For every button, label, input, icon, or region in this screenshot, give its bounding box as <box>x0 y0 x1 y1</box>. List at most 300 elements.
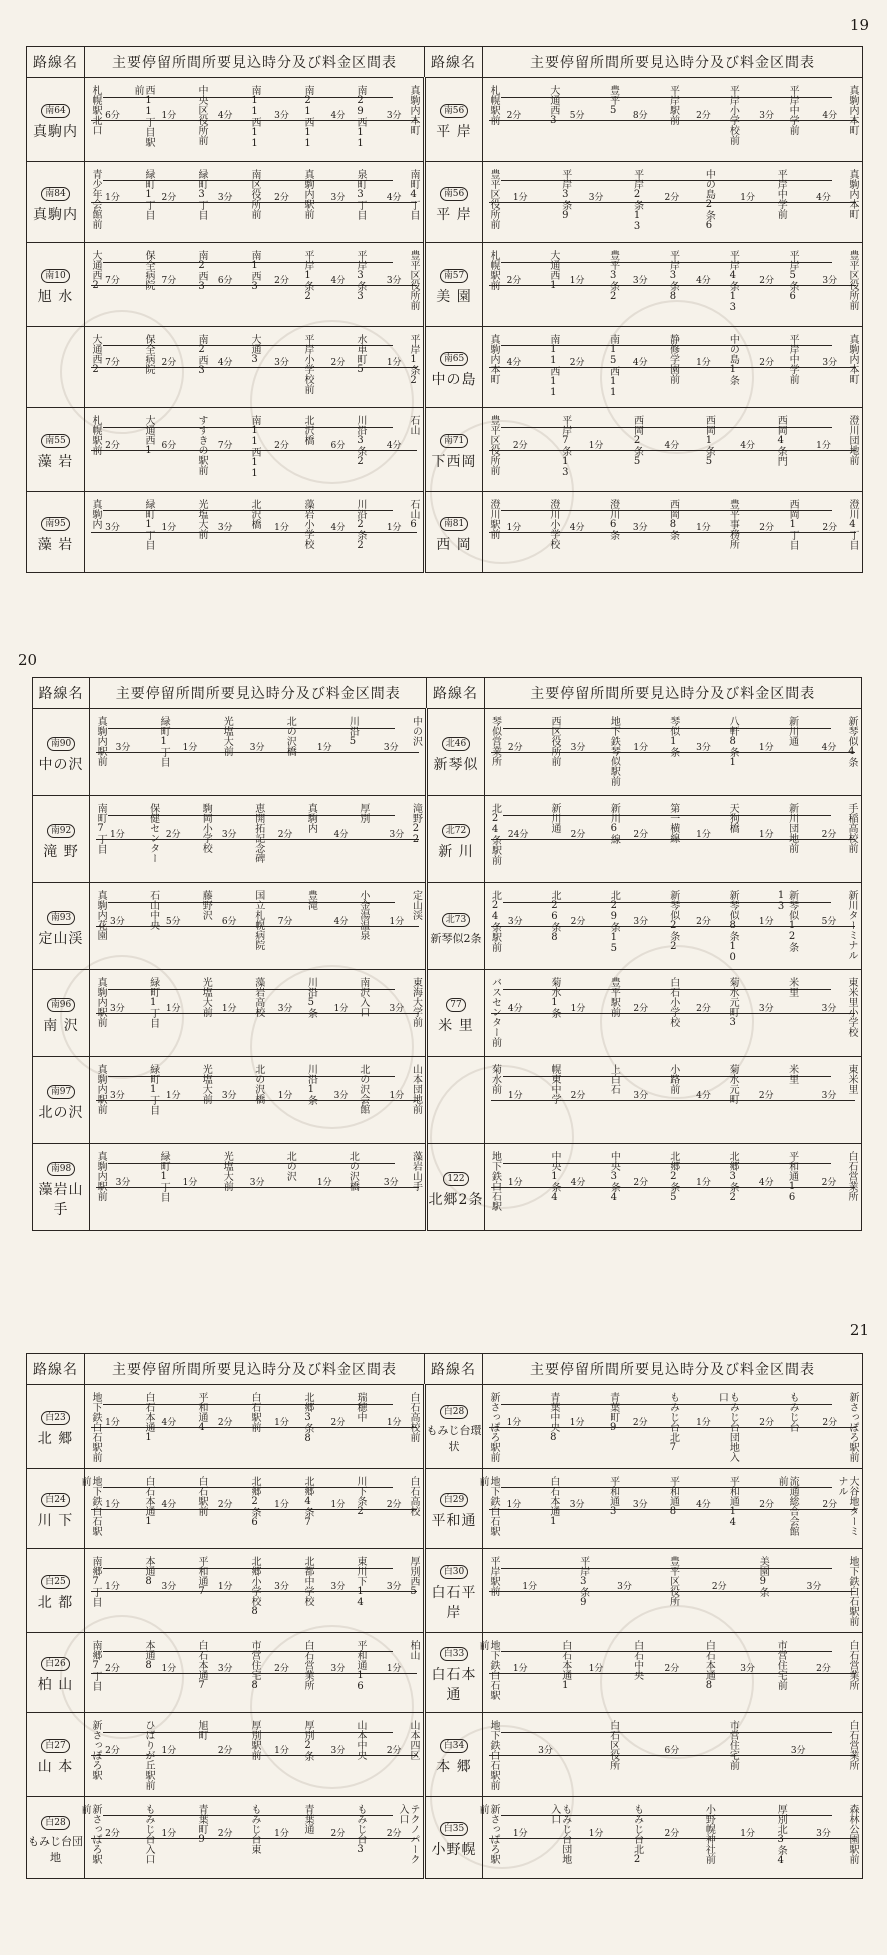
travel-time: 2分 <box>664 193 680 203</box>
station-name: 北沢橋 <box>249 498 260 529</box>
station-name: 青葉通 <box>302 1803 313 1834</box>
station-name: 大通西2 <box>90 249 101 291</box>
table-header-row <box>27 47 863 78</box>
route-code: 北72 <box>442 824 470 838</box>
route-label-cell <box>425 492 483 573</box>
travel-time: 1分 <box>274 1417 289 1428</box>
route-diagram <box>90 797 425 882</box>
travel-time: 3分 <box>821 1091 837 1101</box>
route-label-cell <box>425 1469 483 1549</box>
travel-time: 1分 <box>588 1828 604 1839</box>
stations-cell <box>477 1633 863 1713</box>
station-name: 本通8 <box>143 1639 154 1671</box>
station-name: 北郷2条6 <box>249 1475 260 1528</box>
travel-time: 1分 <box>277 1091 293 1101</box>
travel-time: 4分 <box>333 830 349 840</box>
travel-time: 1分 <box>330 1499 346 1510</box>
route-label-cell <box>427 1057 484 1144</box>
route-diagram <box>483 409 862 491</box>
route-label-cell <box>425 1549 483 1633</box>
route-diagram <box>79 1798 423 1878</box>
stations-cell <box>85 162 425 243</box>
station-name: 新川通 <box>786 715 798 746</box>
station-name: 新さっぽろ駅前 <box>846 1391 858 1462</box>
travel-time: 1分 <box>512 1828 528 1839</box>
station-name: 森林公園駅前 <box>846 1803 858 1864</box>
station-name: 平岸1条2 <box>408 333 419 386</box>
travel-time: 3分 <box>105 523 120 533</box>
station-name: 恵開拓記念碑 <box>252 802 264 863</box>
travel-time: 2分 <box>758 1091 774 1101</box>
table-column-header: 主要停留所間所要見込時分及び料金区間表 <box>483 47 863 78</box>
travel-time: 2分 <box>633 830 649 840</box>
station-name: 琴似営業所 <box>489 715 501 766</box>
station-name: 平和通14 <box>727 1475 739 1528</box>
route-column-header: 路線名 <box>33 678 90 709</box>
travel-time: 3分 <box>617 1581 632 1592</box>
travel-time: 6分 <box>221 917 237 927</box>
station-name: 西岡2条5 <box>631 414 643 467</box>
route-label-cell <box>27 162 85 243</box>
travel-time: 4分 <box>330 523 346 533</box>
stations-cell <box>79 1797 425 1879</box>
route-diagram <box>483 1550 862 1632</box>
route-column-header: 路線名 <box>27 47 85 78</box>
travel-time: 4分 <box>161 1417 177 1428</box>
travel-time: 2分 <box>664 1663 680 1674</box>
station-name: すすきの駅前 <box>196 414 207 475</box>
stations-cell <box>90 970 427 1057</box>
stations-cell <box>85 1713 425 1797</box>
station-name: 厚別2条 <box>302 1719 313 1761</box>
travel-time: 2分 <box>821 1178 837 1188</box>
route-label-cell <box>427 970 484 1057</box>
travel-time: 2分 <box>274 193 289 203</box>
route-code: 白25 <box>41 1575 69 1589</box>
travel-time: 3分 <box>507 917 523 927</box>
travel-time: 1分 <box>165 1004 181 1014</box>
station-name: 市営住宅前 <box>727 1719 739 1770</box>
station-name: 柏山 <box>408 1639 419 1660</box>
travel-time: 3分 <box>790 1745 806 1756</box>
station-name: 南2西3 <box>196 249 207 292</box>
route-row <box>33 1144 862 1231</box>
station-name: 厚別西5 <box>408 1555 419 1597</box>
travel-time: 1分 <box>105 1499 120 1510</box>
station-name: 川沿5条 <box>305 976 317 1018</box>
station-name: 第一横線 <box>667 802 679 843</box>
travel-time: 4分 <box>664 440 680 451</box>
travel-time: 2分 <box>330 358 346 368</box>
station-name: 平岸中学前 <box>787 84 799 135</box>
station-name: 小金湯温泉 <box>357 889 369 940</box>
station-name: 真駒内本町 <box>846 84 858 135</box>
station-name: 西11丁目駅前 <box>132 84 154 147</box>
travel-time: 1分 <box>105 1581 120 1592</box>
travel-time: 2分 <box>633 1178 649 1188</box>
route-diagram <box>485 971 861 1056</box>
travel-time: 1分 <box>161 110 177 121</box>
station-name: 小路前 <box>667 1063 679 1094</box>
travel-time: 1分 <box>161 523 177 533</box>
travel-time: 1分 <box>386 523 402 533</box>
table-column-header: 主要停留所間所要見込時分及び料金区間表 <box>483 1354 863 1385</box>
station-name: 北郷4条7 <box>302 1475 313 1528</box>
travel-time: 1分 <box>161 1663 177 1674</box>
route-code: 南90 <box>47 737 75 751</box>
travel-time: 2分 <box>664 1828 680 1839</box>
route-name: 川 下 <box>37 1513 74 1529</box>
route-label-cell <box>33 796 90 883</box>
station-name: 北沢橋 <box>302 414 313 445</box>
station-name: 真駒内本町 <box>846 168 858 219</box>
stations-cell <box>85 327 425 408</box>
station-name: 白石営業所 <box>845 1150 857 1201</box>
station-name: もみじ台団地入口 <box>548 1803 571 1864</box>
station-name: 川下条2 <box>355 1475 366 1517</box>
travel-time: 2分 <box>759 1417 774 1428</box>
station-name: 豊平区役所前 <box>408 249 419 310</box>
route-label-cell <box>27 492 85 573</box>
route-name: 北 郷 <box>37 1431 74 1447</box>
travel-time: 1分 <box>758 743 774 753</box>
route-name: 平和通 <box>431 1513 477 1529</box>
station-name: 平岸3条9 <box>559 168 571 221</box>
route-row <box>27 327 863 408</box>
travel-time: 4分 <box>821 743 837 753</box>
stations-cell <box>90 796 427 883</box>
station-name: 北26条8 <box>548 889 560 943</box>
station-name: 白石高校前 <box>408 1391 419 1442</box>
stations-cell <box>85 408 425 492</box>
station-name: 平岸中学前 <box>775 168 787 219</box>
route-label-cell <box>27 1469 85 1549</box>
station-name: 川沿2条2 <box>355 498 366 551</box>
station-name: 菊水1条 <box>548 976 560 1018</box>
station-name: 静修学園前 <box>667 333 679 384</box>
station-name: 新川団地前 <box>786 802 798 853</box>
route-name: 山 本 <box>37 1759 74 1775</box>
station-name: 国立札幌病院 <box>252 889 264 950</box>
travel-time: 2分 <box>161 358 177 368</box>
station-name: 緑町1丁目 <box>158 1150 170 1202</box>
travel-time: 1分 <box>274 523 289 533</box>
station-name: 南11西11 <box>249 414 260 479</box>
station-name: 新さっぽろ駅 <box>90 1719 101 1780</box>
route-row <box>33 796 862 883</box>
route-diagram <box>483 493 862 572</box>
travel-time: 4分 <box>696 1499 711 1510</box>
travel-time: 2分 <box>822 523 838 533</box>
route-code: 北73 <box>442 913 470 927</box>
timetable-page <box>0 1305 887 1955</box>
route-diagram <box>483 1714 862 1796</box>
station-name: 保全病院 <box>143 249 154 290</box>
route-label-cell <box>33 883 90 970</box>
table-column-header: 主要停留所間所要見込時分及び料金区間表 <box>90 678 427 709</box>
route-name: 西 岡 <box>436 536 472 553</box>
travel-time: 4分 <box>330 110 346 121</box>
travel-time: 3分 <box>821 1004 837 1014</box>
station-name: 光塩大前 <box>221 1150 233 1191</box>
travel-time: 4分 <box>333 917 349 927</box>
station-name: 地下鉄白石駅 <box>489 1150 501 1211</box>
travel-time: 1分 <box>506 1499 522 1510</box>
route-diagram <box>483 328 862 407</box>
route-label-cell <box>425 243 483 327</box>
travel-time: 2分 <box>821 830 837 840</box>
table-column-header: 主要停留所間所要見込時分及び料金区間表 <box>85 1354 425 1385</box>
travel-time: 3分 <box>569 1499 585 1510</box>
stations-cell <box>477 1797 863 1879</box>
travel-time: 3分 <box>633 1091 649 1101</box>
travel-time: 1分 <box>389 917 405 927</box>
route-name: 藻岩山手 <box>38 1181 84 1218</box>
station-name: 泉町3丁目 <box>355 168 366 220</box>
stations-cell <box>484 1057 861 1144</box>
route-table <box>26 46 863 573</box>
route-diagram <box>485 710 861 795</box>
travel-time: 8分 <box>632 110 648 121</box>
station-name: 白石中央 <box>631 1639 643 1680</box>
travel-time: 2分 <box>217 1499 233 1510</box>
route-code: 白27 <box>41 1739 69 1753</box>
travel-time: 2分 <box>105 1828 120 1839</box>
route-code: 122 <box>443 1172 468 1186</box>
route-code: 南10 <box>41 269 69 283</box>
travel-time: 2分 <box>386 1499 402 1510</box>
travel-time: 4分 <box>696 275 711 286</box>
station-name: 平岸2条13 <box>631 168 643 232</box>
route-name: 真駒内 <box>33 206 78 223</box>
route-code: 南71 <box>440 434 468 448</box>
route-diagram <box>85 79 423 161</box>
station-name: 平岸駅前 <box>488 1555 499 1596</box>
travel-time: 1分 <box>389 1091 405 1101</box>
route-code: 白29 <box>440 1493 468 1507</box>
route-name: 真駒内 <box>33 124 78 140</box>
travel-time: 1分 <box>696 1417 711 1428</box>
station-name: 新さっぽろ駅前 <box>79 1803 101 1864</box>
travel-time: 6分 <box>664 1745 680 1756</box>
station-name: テクノパーク入口 <box>397 1803 419 1864</box>
table-header-row <box>33 678 862 709</box>
station-name: 地下鉄白石駅前 <box>488 1719 499 1790</box>
travel-time: 3分 <box>816 1828 831 1839</box>
route-row <box>27 1797 863 1879</box>
route-label-cell <box>427 796 484 883</box>
station-name: 新川通 <box>548 802 560 833</box>
station-name: 南21西11 <box>302 84 313 149</box>
travel-time: 3分 <box>759 110 774 121</box>
station-name: 南沢入口 <box>357 976 369 1017</box>
travel-time: 1分 <box>274 1499 289 1510</box>
travel-time: 2分 <box>512 440 528 451</box>
station-name: もみじ台北7 <box>667 1391 679 1453</box>
travel-time: 1分 <box>182 743 198 753</box>
station-name: 中央3条4 <box>608 1150 620 1203</box>
travel-time: 1分 <box>740 193 756 203</box>
station-name: 豊平区役所前 <box>488 168 499 229</box>
station-name: 北の沢橋 <box>284 715 296 756</box>
travel-time: 7分 <box>217 440 233 451</box>
station-name: 藻岩小学校 <box>302 498 313 549</box>
travel-time: 1分 <box>758 830 774 840</box>
station-name: 平和通4 <box>196 1391 207 1433</box>
route-column-header: 路線名 <box>425 47 483 78</box>
travel-time: 3分 <box>758 1004 774 1014</box>
route-row <box>27 1469 863 1549</box>
station-name: 豊平事務所 <box>727 498 739 549</box>
station-name: 平岸4条13 <box>727 249 739 313</box>
travel-time: 2分 <box>105 1663 120 1674</box>
station-name: 保健センター <box>147 802 159 863</box>
route-label-cell <box>33 1144 90 1231</box>
route-diagram <box>79 1470 423 1548</box>
route-row <box>27 1633 863 1713</box>
route-name: 中の沢 <box>38 756 84 773</box>
station-name: 真駒内 <box>305 802 317 833</box>
travel-time: 1分 <box>569 1417 585 1428</box>
station-name: 新さっぽろ駅前 <box>477 1803 499 1864</box>
station-name: 白石営業所 <box>846 1639 858 1690</box>
station-name: 市営住宅前 <box>775 1639 787 1690</box>
route-diagram <box>90 1145 425 1230</box>
travel-time: 3分 <box>588 193 604 203</box>
table-column-header: 主要停留所間所要見込時分及び料金区間表 <box>85 47 425 78</box>
station-name: 石山 <box>408 414 419 435</box>
station-name: 北24条駅前 <box>489 889 501 952</box>
station-name: 水車町5 <box>355 333 366 375</box>
station-name: 本通8 <box>143 1555 154 1587</box>
travel-time: 4分 <box>507 1004 523 1014</box>
station-name: 藻岩高校 <box>252 976 264 1017</box>
travel-time: 4分 <box>217 358 233 368</box>
travel-time: 1分 <box>512 193 528 203</box>
travel-time: 3分 <box>633 917 649 927</box>
travel-time: 3分 <box>115 743 131 753</box>
travel-time: 2分 <box>759 358 774 368</box>
station-name: 幌東中学 <box>548 1063 560 1104</box>
stations-cell <box>85 243 425 327</box>
station-name: 平岸駅前 <box>667 84 679 125</box>
route-name: 中の島 <box>431 371 477 388</box>
route-code: 南55 <box>41 434 69 448</box>
travel-time: 3分 <box>249 1178 265 1188</box>
travel-time: 3分 <box>330 1581 346 1592</box>
page-number: 21 <box>849 1321 869 1339</box>
travel-time: 1分 <box>758 917 774 927</box>
travel-time: 3分 <box>822 358 838 368</box>
station-name: 藤野沢 <box>200 889 212 920</box>
travel-time: 3分 <box>740 1663 756 1674</box>
travel-time: 3分 <box>386 275 402 286</box>
stations-cell <box>85 492 425 573</box>
stations-cell <box>85 1549 425 1633</box>
travel-time: 2分 <box>105 440 120 451</box>
stations-cell <box>483 1549 863 1633</box>
travel-time: 1分 <box>105 193 120 203</box>
route-name: 藻 岩 <box>37 454 74 470</box>
station-name: 地下鉄白石駅前 <box>477 1639 499 1700</box>
station-name: 地下鉄琴似駅前 <box>608 715 620 786</box>
route-name: 北の沢 <box>38 1104 84 1121</box>
station-name: 豊平区役所前 <box>488 414 499 475</box>
station-name: 地下鉄白石駅前 <box>90 1391 101 1462</box>
stations-cell <box>477 1469 863 1549</box>
travel-time: 4分 <box>386 193 402 203</box>
station-name: 南郷7丁目 <box>90 1639 101 1691</box>
route-diagram <box>477 1470 862 1548</box>
route-code: 南81 <box>440 517 468 531</box>
route-code: 南95 <box>41 517 69 531</box>
route-label-cell <box>425 327 483 408</box>
station-name: 白石区役所 <box>607 1719 619 1770</box>
station-name: 豊滝 <box>305 889 317 910</box>
stations-cell <box>484 883 861 970</box>
travel-time: 2分 <box>816 1663 831 1674</box>
stations-cell <box>484 796 861 883</box>
station-name: 大通西3 <box>547 84 559 126</box>
travel-time: 3分 <box>217 1663 233 1674</box>
travel-time: 1分 <box>105 1417 120 1428</box>
travel-time: 3分 <box>632 523 648 533</box>
route-code: 南96 <box>47 998 75 1012</box>
route-diagram <box>477 1634 862 1712</box>
route-name: 藻 岩 <box>37 536 74 553</box>
station-name: 澄川4丁目 <box>846 498 858 550</box>
station-name: 白石本通8 <box>703 1639 715 1691</box>
route-name: もみじ台環状 <box>426 1424 482 1453</box>
station-name: 豊平区役所前 <box>846 249 858 310</box>
travel-time: 3分 <box>386 110 402 121</box>
route-column-header: 路線名 <box>427 678 484 709</box>
travel-time: 1分 <box>696 523 711 533</box>
station-name: 大谷地ターミナル <box>835 1475 858 1536</box>
travel-time: 2分 <box>274 275 289 286</box>
station-name: 中央1条4 <box>548 1150 560 1203</box>
travel-time: 2分 <box>330 1828 346 1839</box>
travel-time: 2分 <box>506 275 522 286</box>
route-diagram <box>483 163 862 242</box>
travel-time: 2分 <box>506 110 522 121</box>
station-name: 中の島2条6 <box>703 168 715 231</box>
travel-time: 4分 <box>632 358 648 368</box>
station-name: 地下鉄白石駅前 <box>477 1475 499 1536</box>
station-name: 光塩大前 <box>200 976 212 1017</box>
station-name: 中の島1条 <box>727 333 739 385</box>
station-name: 白石本通1 <box>143 1391 154 1443</box>
station-name: 豊平3条2 <box>607 249 619 302</box>
station-name: 大通西2 <box>90 333 101 375</box>
travel-time: 1分 <box>740 1828 756 1839</box>
station-name: 新琴似8条10 <box>727 889 739 963</box>
station-name: 南11西11 <box>547 333 559 398</box>
station-name: 旭町 <box>196 1719 207 1740</box>
route-code: 南84 <box>41 187 69 201</box>
route-diagram <box>85 493 423 572</box>
station-name: 平岸5条6 <box>787 249 799 302</box>
travel-time: 3分 <box>386 1581 402 1592</box>
travel-time: 1分 <box>165 1091 181 1101</box>
travel-time: 1分 <box>506 1417 522 1428</box>
station-name: 石山6 <box>408 498 419 530</box>
route-row <box>27 1549 863 1633</box>
station-name: もみじ台 <box>787 1391 799 1432</box>
station-name: 流通総合会館前 <box>776 1475 799 1536</box>
route-label-cell <box>427 1144 484 1231</box>
station-name: 北郷3条8 <box>302 1391 313 1444</box>
